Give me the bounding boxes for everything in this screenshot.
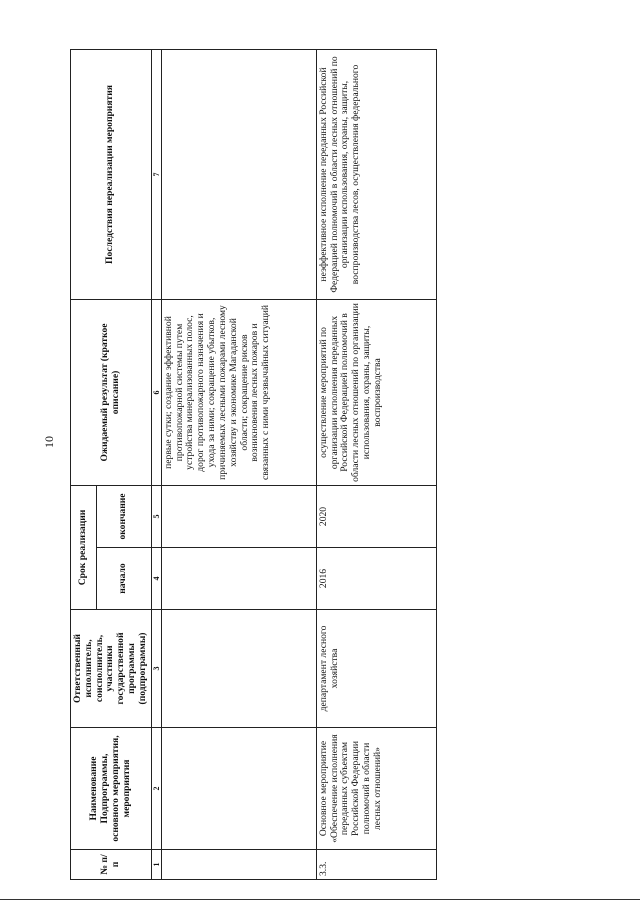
col-number: 1 (151, 850, 161, 880)
cell-start (161, 548, 316, 610)
program-table (70, 49, 437, 880)
cell-responsible (161, 610, 316, 728)
col-number: 6 (151, 299, 161, 485)
header-end: окончание (96, 485, 151, 547)
header-responsible: Ответственный исполнитель, соисполнитель, участники государственной программы (подпрограммы) (71, 610, 152, 728)
col-number: 2 (151, 728, 161, 850)
col-number: 7 (151, 49, 161, 299)
cell-result: осуществление мероприятий по организации исполнения переданных Российской Федерацией полномочий в области лесных отношений по организации использования, охраны, защиты, воспроизводства (316, 299, 436, 485)
header-result: Ожидаемый результат (краткое описание) (71, 299, 152, 485)
header-period: Срок реализации (71, 485, 97, 609)
cell-num: 3.3. (316, 850, 436, 880)
col-number: 3 (151, 610, 161, 728)
cell-num (161, 850, 316, 880)
header-num: № п/п (71, 850, 152, 880)
col-number: 4 (151, 548, 161, 610)
cell-name (161, 728, 316, 850)
rotated-table-container (70, 50, 570, 880)
col-number: 5 (151, 485, 161, 547)
cell-end: 2020 (316, 485, 436, 547)
cell-name: Основное мероприятие «Обеспечение исполнения переданных субъектам Российской Федерации полномочий в области лесных отношений» (316, 728, 436, 850)
table-row (161, 49, 316, 879)
header-start: начало (96, 548, 151, 610)
cell-consequences: неэффективное исполнение переданных Российской Федерацией полномочий в области лесных отношений по организации использования, охраны, защиты, воспроизводства лесов, осуществления федерального (316, 49, 436, 299)
page-number: 10 (42, 436, 56, 448)
cell-result: первые сутки; создание эффективной противопожарной системы путем устройства минерализованных полос, дорог противопожарного назначения и ухода за ними; сокращение убытков, причиняемых лесными пожарами лесному хозяйству и экономике Магаданской области; сокращение рисков возникновения лесных пожаров и связанных с ними чрезвычайных ситуаций (161, 299, 316, 485)
table-row (316, 49, 436, 879)
header-consequences: Последствия нереализации мероприятия (71, 49, 152, 299)
cell-responsible: департамент лесного хозяйства (316, 610, 436, 728)
cell-end (161, 485, 316, 547)
header-name: Наименование Подпрограммы, основного мероприятия, мероприятия (71, 728, 152, 850)
cell-consequences (161, 49, 316, 299)
cell-start: 2016 (316, 548, 436, 610)
bottom-rule (0, 899, 640, 900)
